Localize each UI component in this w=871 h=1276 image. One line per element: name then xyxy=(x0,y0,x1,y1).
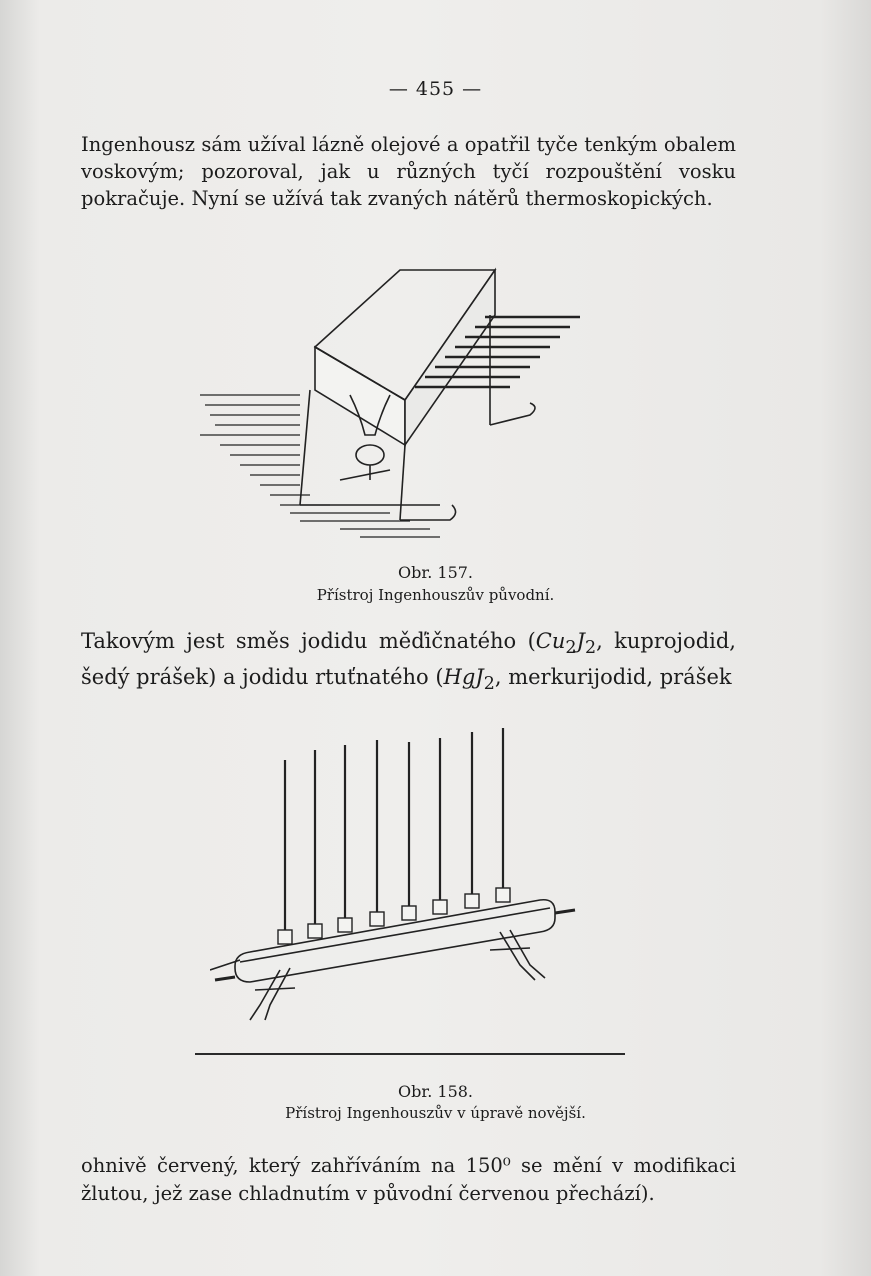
figure-158-number: Obr. 158. xyxy=(397,1082,474,1101)
paragraph-1: Ingenhousz sám užíval lázně olejové a opatřil tyče tenkým obalem voskovým; pozoroval, jak u různých tyčí rozpouštění vosku pokračuje. Nyní se užívá tak zvaných nátěrů thermoskopických. xyxy=(81,133,736,210)
paragraph-2: Takovým jest směs jodidu měďičnatého ($Cu_2J_2$, kuprojodid, šedý prášek) a jodidu rtuťnatého (HgJ$_2$, merkurijodid, prášek xyxy=(81,629,736,695)
table-surface-line xyxy=(195,1053,625,1055)
figure-157-caption: Přístroj Ingenhouszův původní. xyxy=(316,586,555,604)
paragraph-3: ohnivě červený, který zahříváním na 150⁰ se mění v modifikaci žlutou, jež zase chladnutím v původní červenou přechází). xyxy=(81,1154,736,1205)
figure-158-illustration xyxy=(210,720,590,1030)
figure-157-illustration xyxy=(190,255,590,545)
figure-157-number: Obr. 157. xyxy=(397,563,474,582)
figure-158-caption: Přístroj Ingenhouszův v úpravě novější. xyxy=(285,1104,586,1122)
page-number: — 455 — xyxy=(388,78,483,100)
